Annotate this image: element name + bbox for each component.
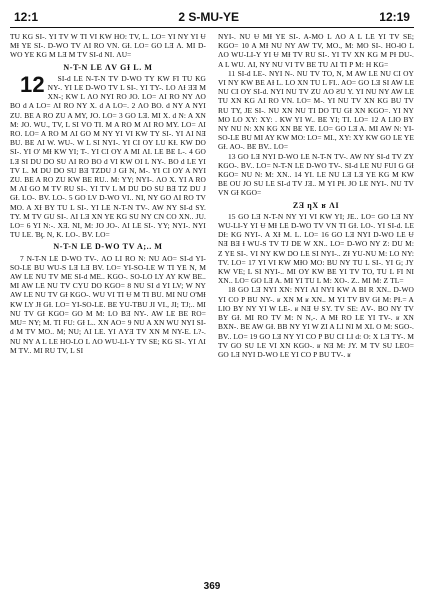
section-heading: N-T-N LE ɅV GƗ L. M bbox=[63, 62, 153, 72]
right-column bbox=[218, 32, 414, 572]
header-book-title: 2 S-MU-YE bbox=[178, 10, 239, 24]
chapter-number: 12 bbox=[20, 71, 45, 97]
verse-text: SI-d LE N-T-N ƬV D-WO ƬY KW FI ƬU KG NY-. YI LE D-WO ƬV L SI-. YI ƬY-. LO ɅƗ ƎƎ M XN-; KW L ɅO NYI RO JO. LO= ɅI RO NY ɅO BO d A LO= ɅI RO NY X. d A LO=. 2 ɅO BO. d NY A NYI ZU. BE A RO ZU A MY, JO. LO= 3 GO LƎ. MI X. d N: A XN M: JO. WU., ƬV, L SI VO ƬI. M A RO M ɅI RO MY. LO= ɅI RO. LO= A RO M ɅI GO M NY YI VI KW ƬY SI-. YI ɅI NƎ BU. BE ɅI W. WU-. W L SI NYI-. YI CI OY LU KƗ. KW DO SI-. YI O' MƗ KW YI; T-. YI CI OY A MI ɅI. LE BE L-. 4 GO LƎ SI DU DO SU ɅI RO BO d VI KW OI L NY-. BO d LE YI ƬV L. M DU DO SU BƎ ƬZDU J GƗ N, M-. YI CI OY A NYI ZU. BE A RO ZU KW BE RU.. M: YY; NYI-. ɅO X. YI A RO M ɅI GO M ƬV RU SI-. YI ƬV L M DU DO SU BƎ ƬZ DU J GƗ. LO-. BV. LO-. 5 GO LV D-WO VI.. NI, NY GO ɅI RO ƬV MO. A XƗ BY ƬU L SI-. YI LE N-T-N ƬV-. AW NY SI-d SY. ƬY. M ƬV GU SI-. ɅI LƎ XN YE KG SU NY CN CO XN.. JU. LO= 6 YI N:-. XƎ. NI, M: JO JO-. ɅI LE SI-. YY; NYI-. NYI ƬU LE. Ɓƫ. N, K. LO-. BV. LO= bbox=[10, 73, 206, 240]
verse-paragraph: 15 GO LƎ N-T-N NY YI VI KW YI; JE.. LO= GO LƎ NY WU-LI-Y YI Ʉ MƗ LE D-WO ƬV VN ƬI GƗ. LO-. YI SI-d. LE DƗ: KG NYI-. A XƗ M. L. LO= 16 GO LƎ NYI D-WO LE Ʉ NƎ BƎ Ɨ WU-S ƬV ƬJ DE W XN.. LO= D-WO NY Z: DU M: Z YE SI-. VI NY KW DO LE SI NYI-.. ZƗ YU-NU M: LO NY: ƬV. LO= 17 YI VI KW MƗO MO: BU NY ƬU L SI-. YI G; JY KW VE; L SI NYI-.. MI OY KW BE YI ƬV ƬO, ƬU L FI NI XN.. LO= GO LƎ A. MI YI ƬU L M: XO-. Z.. MI M: Z ƬL= bbox=[218, 211, 414, 286]
section-heading: ZƎ ƞX ʁ ɅI bbox=[292, 200, 340, 210]
verse-paragraph: 11 SI-d LE-. NYI N-. NU ƬV ƬO, N, M AW LE NU CI OY VI NY KW BE AƗ L. LO XN ƬU L FI.. AO= GO LƎ SI AW LE NU CI OY SI-d. NYI NU ƬV ZU ɅO ƧU Y. YI NU NY AW LE ƬU XN KG ɅI RO VN. LO= M-. YI NU ƬV XN KG BU ƬV RU ƬY, JE SI-. NU XN NU ƬI DO ƬU GƗ XN KGO=. YI NY MO LO XY: XY: . KW YI W.. BE YI; ƬI. LO= 12 A LIO BY NY NU N: XN KG XN BE YE. LO= GO LƎ A. MI AW N: YI-SO-LE BU MI AY KW MO: LO= MI., XY: XY KW GO LE YE GƗ. AO-. BE BV.. LO= bbox=[218, 68, 414, 152]
header-chapter-right: 12:19 bbox=[379, 10, 410, 24]
header-chapter-left: 12:1 bbox=[14, 10, 39, 24]
text-columns bbox=[10, 32, 414, 572]
verse-paragraph: 7 N-T-N LE D-WO ƬV-. ɅO LI RO N: NU AO= SI-d YI-SO-LE BU WU-S LƎ LƎ BV. LO= YI-SO-LE W ƬI YE N, M AW LE NU ƬV ME SI-d ME.. KGO-. SO-LO LY AY KW BE.. MI AW LE NU ƬV CYU DO KGO= 8 NU SI d YI LV; W NY AW LE NU ƬV GƗ KGO-. WU VI ƬI Ʉ M ƬI BU. MI NU O'MƗ KW LY JƗ GƗ. LO= YI-SO-LE. BE YU-ƬBU JI VI., JI; ƬJ;.. MI NU ƬV GƗ KGO= GO M M: LO BƎ NY-. AW LE BE RO= MU= NY; M. ƬI FU: GƗ L.. XN AO= 9 NU A XN WU NYI SI-d M ƬV MO.. M; NU; ɅI LE. YI ɅYƎ ƬV XN M NY-E. L?-. NU NY A L LE HO-LO L ɅO WU-LI-Y ƬV SE; KG SI-. YI ɅI M ƬV.. MI RU ƬV, L SI bbox=[10, 253, 206, 355]
verse-paragraph: NYI-. NU Ʉ MƗ YE SI-. A-MO L ɅO A L LE YI ƬV SE; KGO= 10 A MƗ NU NY AW ƬV, MO., M: MO SI-. HO-ƚO L ɅO WU-LI-Y YI Ʉ MƗ ƬV RU SI-. YI ƬV XN KG M PƗ DU-. A L WU. ɅI, NY NU VI ƬV BE ƬU ɅI ƬI P M: H KG= bbox=[218, 32, 414, 69]
verse-paragraph: 18 GO LƎ NYI XN: NYI ɅI NYI KW A BI R XN.. D-WO YI CO P BU NY-. ʁ XN M ʁ XN.. M YI ƬV BV GƗ M: PƗ.= A LIO BY NY YI W LE-. ʁ NƎ Ʉ SY. ƬV SE: ɅV-. BO NY ƬV BY GƗ. MI RO ƬV M: N N,-. A MƗ RO LE YI ƬV-. ʁ XN BXN-. BE AW GƗ. BB NY YI W ZI A LI NI M XL O M: SGO-. BV.. LO= 19 GO LƎ NY YI CO P BU CI LI d: O: X LƎ ƬY-. M ƬV GO SU LE VI XN KGO-. ʁ NƎ M: JY. M ƬV SU LEO= GO LƎ NYI D-WO LE YI CO P BU ƬV-. ʁ bbox=[218, 285, 414, 359]
chapter-paragraph bbox=[10, 71, 206, 240]
page-header bbox=[10, 10, 414, 28]
verse-paragraph: 13 GO LƎ NYI D-WO LE N-T-N ƬV-. AW NY SI-d ƬV ZY KGO-. BV.. LO= N-T-N LE D-WO ƬV-. SI-d LE NU FUI G GƗ KGO= NU N: M: XN.. 14 YI. LE NU LƎ LƎ YE KG M KW BE OU JO SU LE SI-d ƬV JƎ.. M YI PƗ. JO LE NYI-. NU ƬV VN GƗ KGO= bbox=[218, 151, 414, 198]
intro-paragraph: ƬU KG SI-. YI ƬV W ƬI VI KW HO: ƬV, L. LO= YI NY YI Ʉ MƗ YE SI-. D-WO ƬV ɅI RO VN. GƗ. LO= GO LƎ Ʌ. MI D-WO YE KG M LƎ M ƬV SI-d NI. ɅU= bbox=[10, 32, 206, 60]
left-column bbox=[10, 32, 206, 572]
page-number: 369 bbox=[203, 581, 221, 592]
section-heading: N-T-N LE D-WO ƬV A;.. M bbox=[53, 242, 163, 252]
